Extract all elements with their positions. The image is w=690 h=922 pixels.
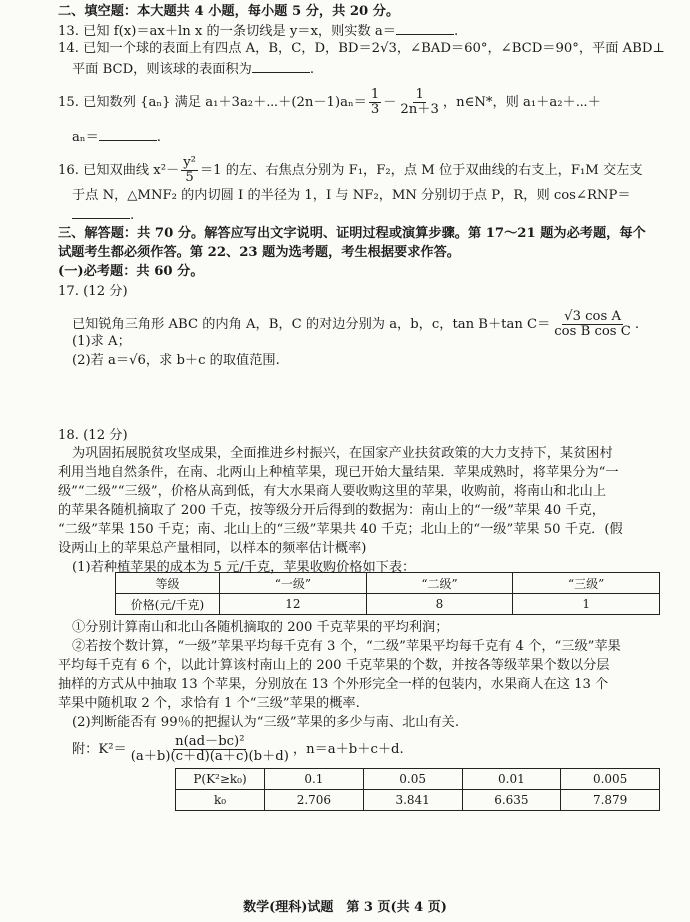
q15-fraction-2 [398,88,440,117]
q17-stem [72,310,639,339]
k-den: (a＋b)(c＋d)(a＋c)(b＋d) [130,749,289,764]
table-cell: 0.005 [561,769,660,790]
k-formula-label: 附：K²＝ [72,742,127,757]
section3-heading-2: 试题考生都必须作答。第 22、23 题为选考题，考生根据要求作答。 [58,245,460,260]
q15-an: aₙ＝ [72,130,99,145]
k-formula-post: ，n＝a＋b＋c＋d. [292,742,404,757]
table-cell: 8 [366,594,513,615]
table-cell: 2.706 [265,790,364,811]
q18-line1: 为巩固拓展脱贫攻坚成果，全面推进乡村振兴，在国家产业扶贫政策的大力支持下，某贫困村 [72,446,613,461]
q18-sub1: ①分别计算南山和北山各随机摘取的 200 千克苹果的平均利润； [72,620,449,635]
q16-fraction [181,156,198,185]
part1-heading: (一)必考题：共 60 分。 [58,264,204,279]
q18-part2: (2)判断能否有 99％的把握认为“三级”苹果的多少与南、北山有关. [72,715,460,730]
q17-stem-text: 已知锐角三角形 ABC 的内角 A，B，C 的对边分别为 a，b，c，tan B＋tan C＝ [72,317,551,332]
q17-head: 17. (12 分) [58,284,128,299]
q15-f1-den: 3 [370,102,380,117]
table-header-cell: “一级” [220,573,367,594]
table-row-label: k₀ [176,790,265,811]
q15-line2: aₙ＝ . [72,130,161,145]
table-cell: 3.841 [363,790,462,811]
q18-line2: 利用当地自然条件，在南、北两山上种植苹果，现已开始大量结果．苹果成熟时，将苹果分为“一 [58,465,619,480]
price-table [115,572,660,615]
q18-line3: 级”“二级”“三级”，价格从高到低，有大水果商人要收购这里的苹果，收购前，将南山和北山上 [58,484,607,499]
k-fraction [129,735,291,764]
q17-part1: (1)求 A； [72,334,131,349]
answer-blank [99,128,157,141]
section3-heading: 三、解答题：共 70 分。解答应写出文字说明、证明过程或演算步骤。第 17～21 题为必考题，每个 [58,226,646,241]
k-num: n(ad－bc)² [175,734,245,749]
q18-line5: “二级”苹果 150 千克；南、北山上的“三级”苹果共 40 千克；北山上的“一级”苹果 50 千克．(假 [58,522,623,537]
q15-f1-num: 1 [370,87,380,102]
table-cell: 6.635 [462,790,561,811]
table-cell: 7.879 [561,790,660,811]
table-header-cell: “二级” [366,573,513,594]
q16-text-post: ＝1 的左、右焦点分别为 F₁，F₂，点 M 位于双曲线的右支上，F₁M 交左支 [199,163,643,178]
table-cell: 12 [220,594,367,615]
q15-f2-num: 1 [415,87,424,102]
q18-part1: (1)若种植苹果的成本为 5 元/千克，苹果收购价格如下表： [72,560,416,575]
price-table-row [116,594,660,615]
q14-line2: 平面 BCD，则该球的表面积为 . [72,62,315,77]
q13-text: 13. 已知 f(x)＝ax＋ln x 的一条切线是 y＝x，则实数 a＝ [58,24,396,39]
q15-text: 15. 已知数列 {aₙ} 满足 a₁＋3a₂＋⋯＋(2n－1)aₙ＝ [58,95,367,110]
q17-fraction [552,310,633,339]
q16-f-den: 5 [185,170,194,185]
table-cell: 0.1 [265,769,364,790]
answer-blank [396,22,454,35]
q13: 13. 已知 f(x)＝ax＋ln x 的一条切线是 y＝x，则实数 a＝ . [58,24,459,39]
table-row-label: 价格(元/千克) [116,594,220,615]
k-formula [72,735,404,764]
critical-value-table [175,768,660,811]
table-header-cell: “三级” [513,573,660,594]
table-cell: 1 [513,594,660,615]
answer-blank [252,60,310,73]
q15-fraction-1 [369,88,381,117]
q18-sub2-line4: 苹果中随机取 2 个，求恰有 1 个“三级”苹果的概率. [58,696,360,711]
q17-part2: (2)若 a＝√6，求 b＋c 的取值范围. [72,353,280,368]
q15-f2-den: 2n＋3 [400,102,439,117]
table-cell: 0.01 [462,769,561,790]
page-footer: 数学(理科)试题 第 3 页(共 4 页) [243,900,447,915]
q17-frac-num: √3 cos A [564,309,621,324]
q14-line1: 14. 已知一个球的表面上有四点 A，B，C，D，BD＝2√3，∠BAD＝60°，∠BCD＝90°，平面 ABD⊥ [58,41,665,56]
q18-sub2-line3: 抽样的方式从中抽取 13 个苹果，分别放在 13 个外形完全一样的包装内，水果商人在这 13 个 [58,677,609,692]
q18-line6: 设两山上的苹果总产量相同，以样本的频率估计概率) [58,541,367,556]
q18-sub2-line2: 平均每千克有 6 个，以此计算该村南山上的 200 千克苹果的个数，并按各等级苹果个数以分层 [58,658,610,673]
section2-heading: 二、填空题：本大题共 4 小题，每小题 5 分，共 20 分。 [58,4,400,19]
q16-text: 16. 已知双曲线 x²－ [58,163,180,178]
q17-frac-den: cos B cos C [554,324,631,339]
q15-minus: － [383,95,397,110]
k-table-row [176,790,660,811]
answer-blank [72,206,130,219]
k-table-row [176,769,660,790]
q18-line4: 的苹果各随机摘取了 200 千克，按等级分开后得到的数据为：南山上的“一级”苹果 40 千克， [58,503,605,518]
table-row-label: P(K²≥k₀) [176,769,265,790]
q14-text: 平面 BCD，则该球的表面积为 [72,62,252,77]
q18-head: 18. (12 分) [58,428,128,443]
q16-line1 [58,156,643,185]
q16-line3: . [72,206,134,224]
table-header-cell: 等级 [116,573,220,594]
q17-stem-post: . [634,317,640,332]
q15-text-post: ，n∈N*，则 a₁＋a₂＋⋯＋ [442,95,601,110]
q15-line1 [58,88,601,117]
q16-line2: 于点 N，△MNF₂ 的内切圆 I 的半径为 1，I 与 NF₂，MN 分别切于点 P，R，则 cos∠RNP＝ [72,188,631,203]
price-table-header-row [116,573,660,594]
q16-f-num: y² [183,155,196,170]
table-cell: 0.05 [363,769,462,790]
q18-sub2-line1: ②若按个数计算，“一级”苹果平均每千克有 3 个，“二级”苹果平均每千克有 4 个，“三级”苹果 [72,639,621,654]
